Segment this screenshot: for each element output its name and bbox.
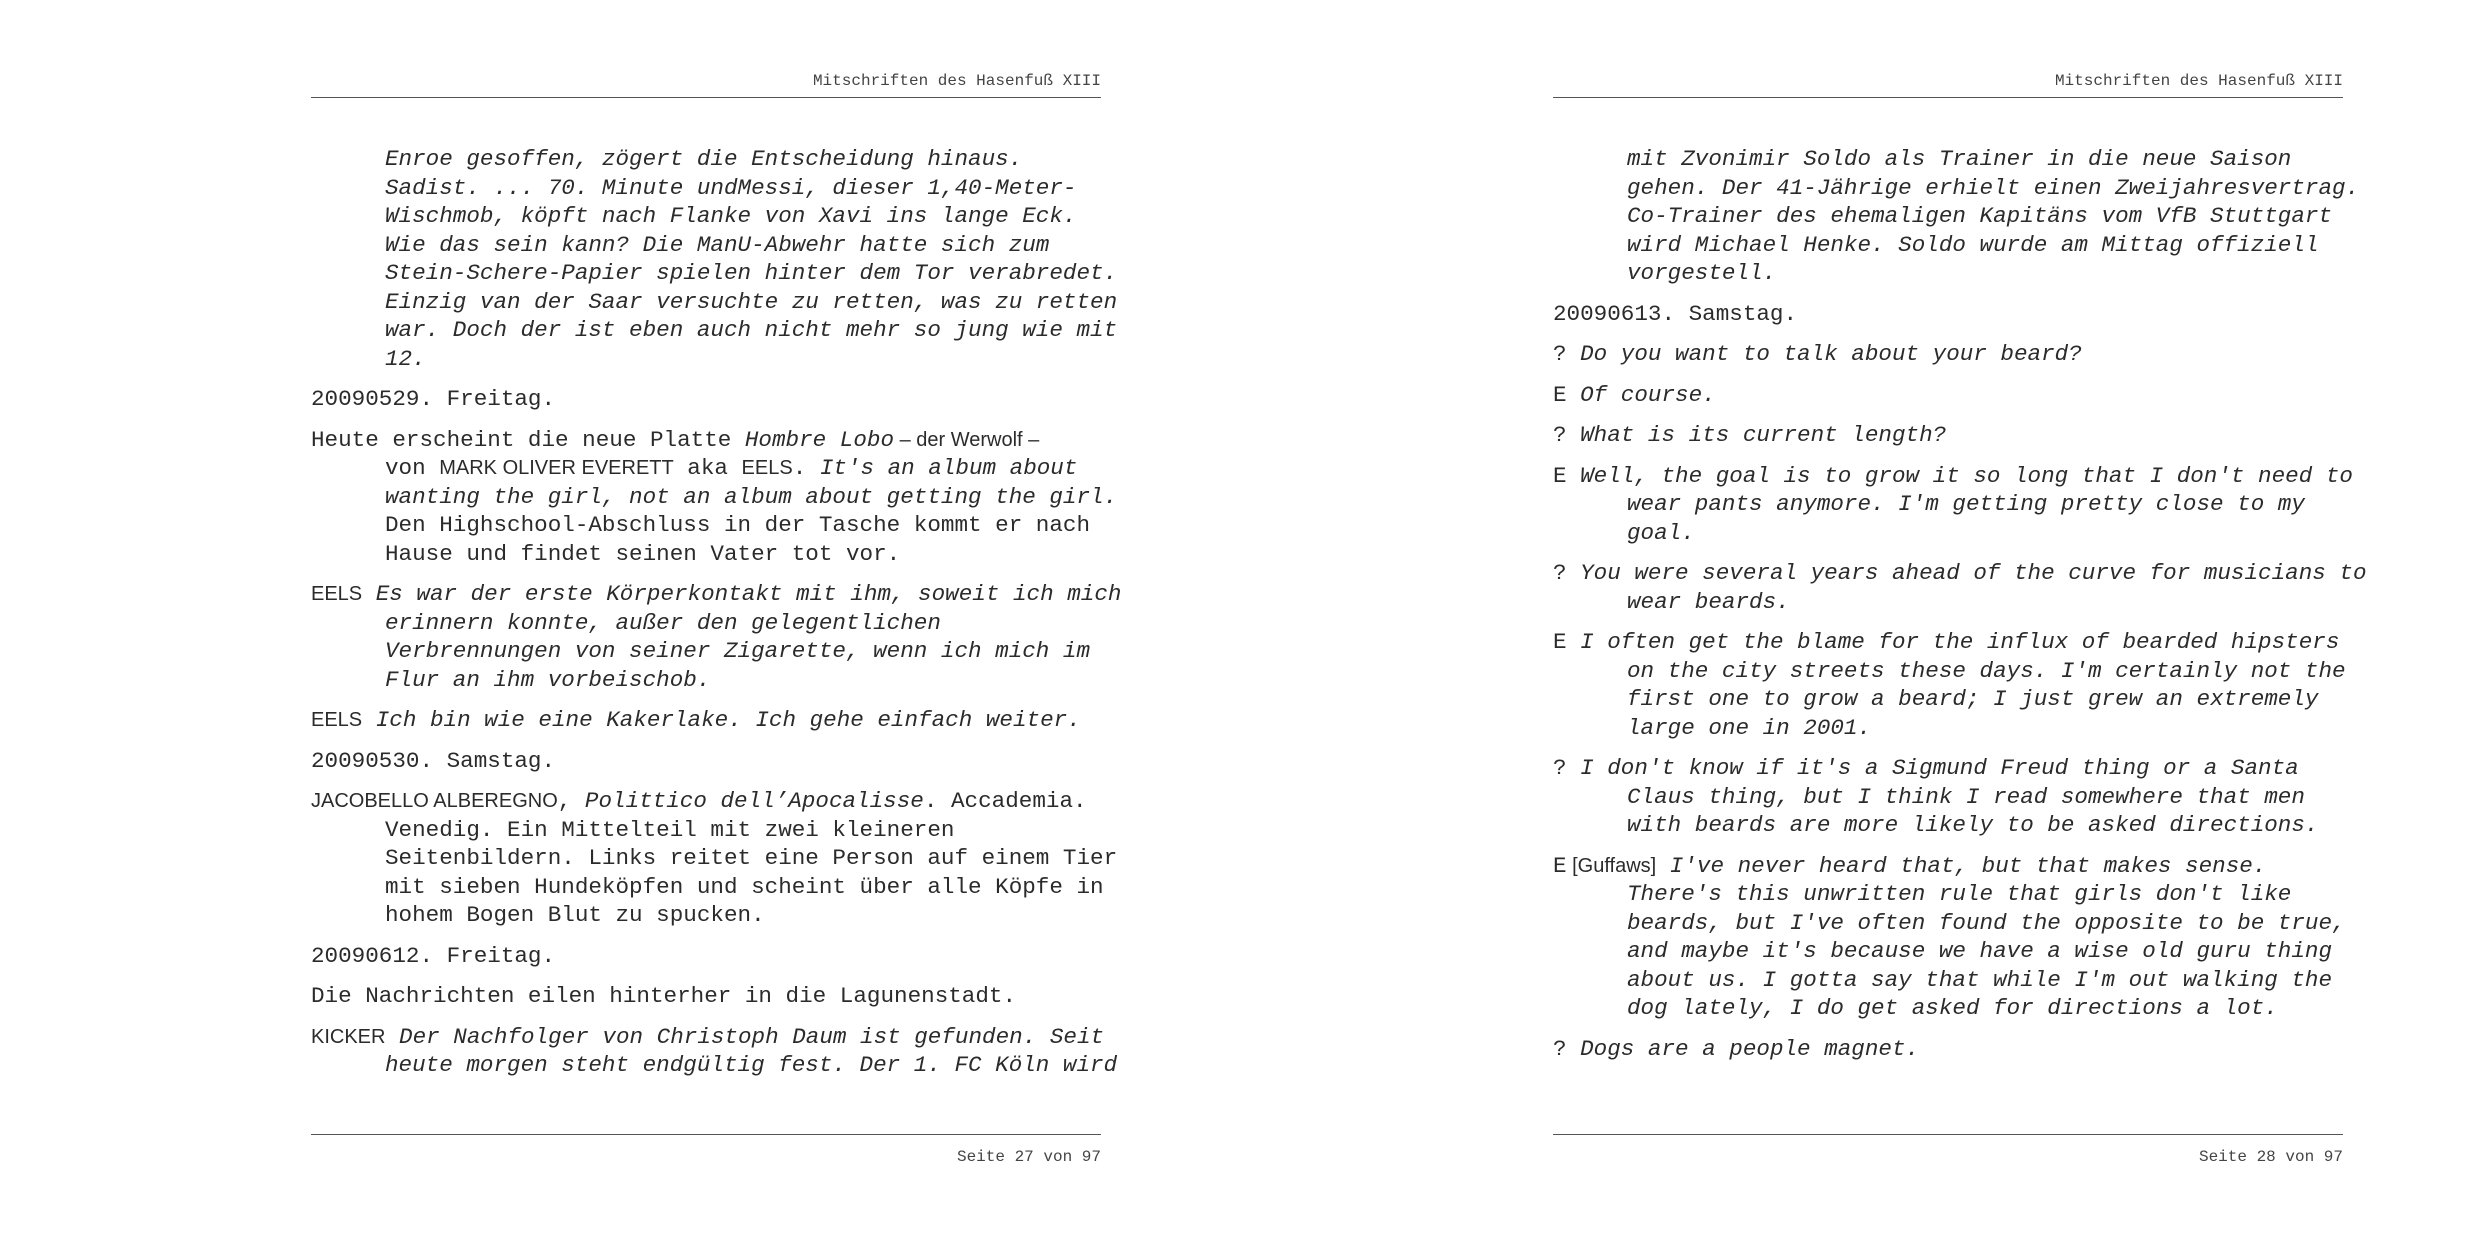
footer-divider — [1553, 1134, 2343, 1135]
interview-answer: E Well, the goal is to grow it so long that I don't need to wear pants anymore. I'm getting pretty close to my goal. — [1553, 462, 2353, 546]
date-entry: 20090612. Freitag. — [311, 942, 556, 969]
quote-paragraph: EELS Es war der erste Körperkontakt mit ihm, soweit ich mich erinnern konnte, außer den gelegentlichen Verbrennungen von seiner Zigarette, wenn ich mich im Flur an ihm vorbeischob. — [311, 581, 1122, 693]
speaker-label: ? — [1553, 1035, 1567, 1062]
speaker-label: ? — [1553, 755, 1567, 781]
quote-paragraph: KICKER Der Nachfolger von Christoph Daum ist gefunden. Seit heute morgen steht endgültig fest. Der 1. FC Köln wird — [311, 1023, 1118, 1078]
interview-question: ? What is its current length? — [1553, 422, 1947, 448]
speaker-label: JACOBELLO ALBEREGNO — [311, 790, 558, 812]
date-entry: 20090530. Samstag. — [311, 747, 556, 774]
paragraph: JACOBELLO ALBEREGNO, Polittico dell’Apocalisse. Accademia. Venedig. Ein Mittelteil mit zwei kleineren Seitenbildern. Links reitet eine Person auf einem Tier mit sieben Hundeköpfen und scheint über alle Köpfe in hohem Bogen Blut zu spucken. — [311, 788, 1118, 928]
page-number: Seite 28 von 97 — [2198, 1148, 2343, 1166]
speaker-label: E — [1553, 629, 1567, 655]
interview-question: ? You were several years ahead of the curve for musicians to wear beards. — [1553, 560, 2367, 615]
page-body — [311, 145, 1122, 1092]
speaker-label: ? — [1553, 560, 1567, 586]
page-header: Mitschriften des Hasenfuß XIII — [2054, 72, 2343, 90]
left-page — [311, 0, 1122, 1240]
quote-paragraph: EELS Ich bin wie eine Kakerlake. Ich gehe einfach weiter. — [311, 707, 1081, 733]
paragraph: mit Zvonimir Soldo als Trainer in die neue Saison gehen. Der 41-Jährige erhielt einen Zweijahresvertrag. Co-Trainer des ehemaligen Kapitäns vom VfB Stuttgart wird Michael Henke. Soldo wurde am Mittag offiziell vorgestell. — [1627, 146, 2360, 286]
paragraph: Die Nachrichten eilen hinterher in die Lagunenstadt. — [311, 983, 1017, 1009]
speaker-label: E — [1553, 852, 1567, 879]
page-header: Mitschriften des Hasenfuß XIII — [812, 72, 1101, 90]
interview-question: ? I don't know if it's a Sigmund Freud thing or a Santa Claus thing, but I think I read somewhere that men with beards are more likely to be asked directions. — [1553, 755, 2319, 838]
paragraph: Heute erscheint die neue Platte Hombre Lobo – der Werwolf – von MARK OLIVER EVERETT aka EELS. It's an album about wanting the girl, not an album about getting the girl. Den Highschool-Abschluss in der Tasche kommt er nach Hause und findet seinen Vater tot vor. — [311, 426, 1118, 567]
header-divider — [311, 97, 1101, 98]
speaker-label: EELS — [311, 709, 363, 731]
header-divider — [1553, 97, 2343, 98]
speaker-label: ? — [1553, 422, 1567, 448]
interview-answer: E Of course. — [1553, 381, 1716, 408]
page-body — [1553, 145, 2367, 1075]
interview-question: ? Dogs are a people magnet. — [1553, 1035, 1920, 1062]
paragraph: Enroe gesoffen, zögert die Entscheidung hinaus. Sadist. ... 70. Minute undMessi, dieser 1,40-Meter- Wischmob, köpft nach Flanke von Xavi ins lange Eck. Wie das sein kann? Die ManU-Abwehr hatte sich zum Stein-Schere-Papier spielen hinter dem Tor verabredet. Einzig van der Saar versuchte zu retten, was zu retten war. Doch der ist eben auch nicht mehr so jung wie mit 12. — [385, 146, 1118, 372]
speaker-label: KICKER — [311, 1025, 386, 1048]
speaker-label: E — [1553, 462, 1567, 489]
speaker-label: EELS — [311, 583, 363, 605]
footer-divider — [311, 1134, 1101, 1135]
stage-note: [Guffaws] — [1566, 854, 1657, 877]
date-entry: 20090529. Freitag. — [311, 386, 556, 412]
speaker-label: ? — [1553, 341, 1567, 367]
interview-answer: E I often get the blame for the influx of bearded hipsters on the city streets these days. I'm certainly not the first one to grow a beard; I just grew an extremely large one in 2001. — [1553, 629, 2346, 741]
interview-question: ? Do you want to talk about your beard? — [1553, 341, 2082, 367]
date-entry: 20090613. Samstag. — [1553, 300, 1798, 327]
speaker-label: E — [1553, 381, 1567, 408]
page-number: Seite 27 von 97 — [956, 1148, 1101, 1166]
right-page — [1553, 0, 2367, 1240]
interview-answer: E [Guffaws] I've never heard that, but that makes sense. There's this unwritten rule that girls don't like beards, but I've often found the opposite to be true, and maybe it's because we have a wise old guru thing about us. I gotta say that while I'm out walking the dog lately, I do get asked for directions a lot. — [1553, 852, 2346, 1021]
